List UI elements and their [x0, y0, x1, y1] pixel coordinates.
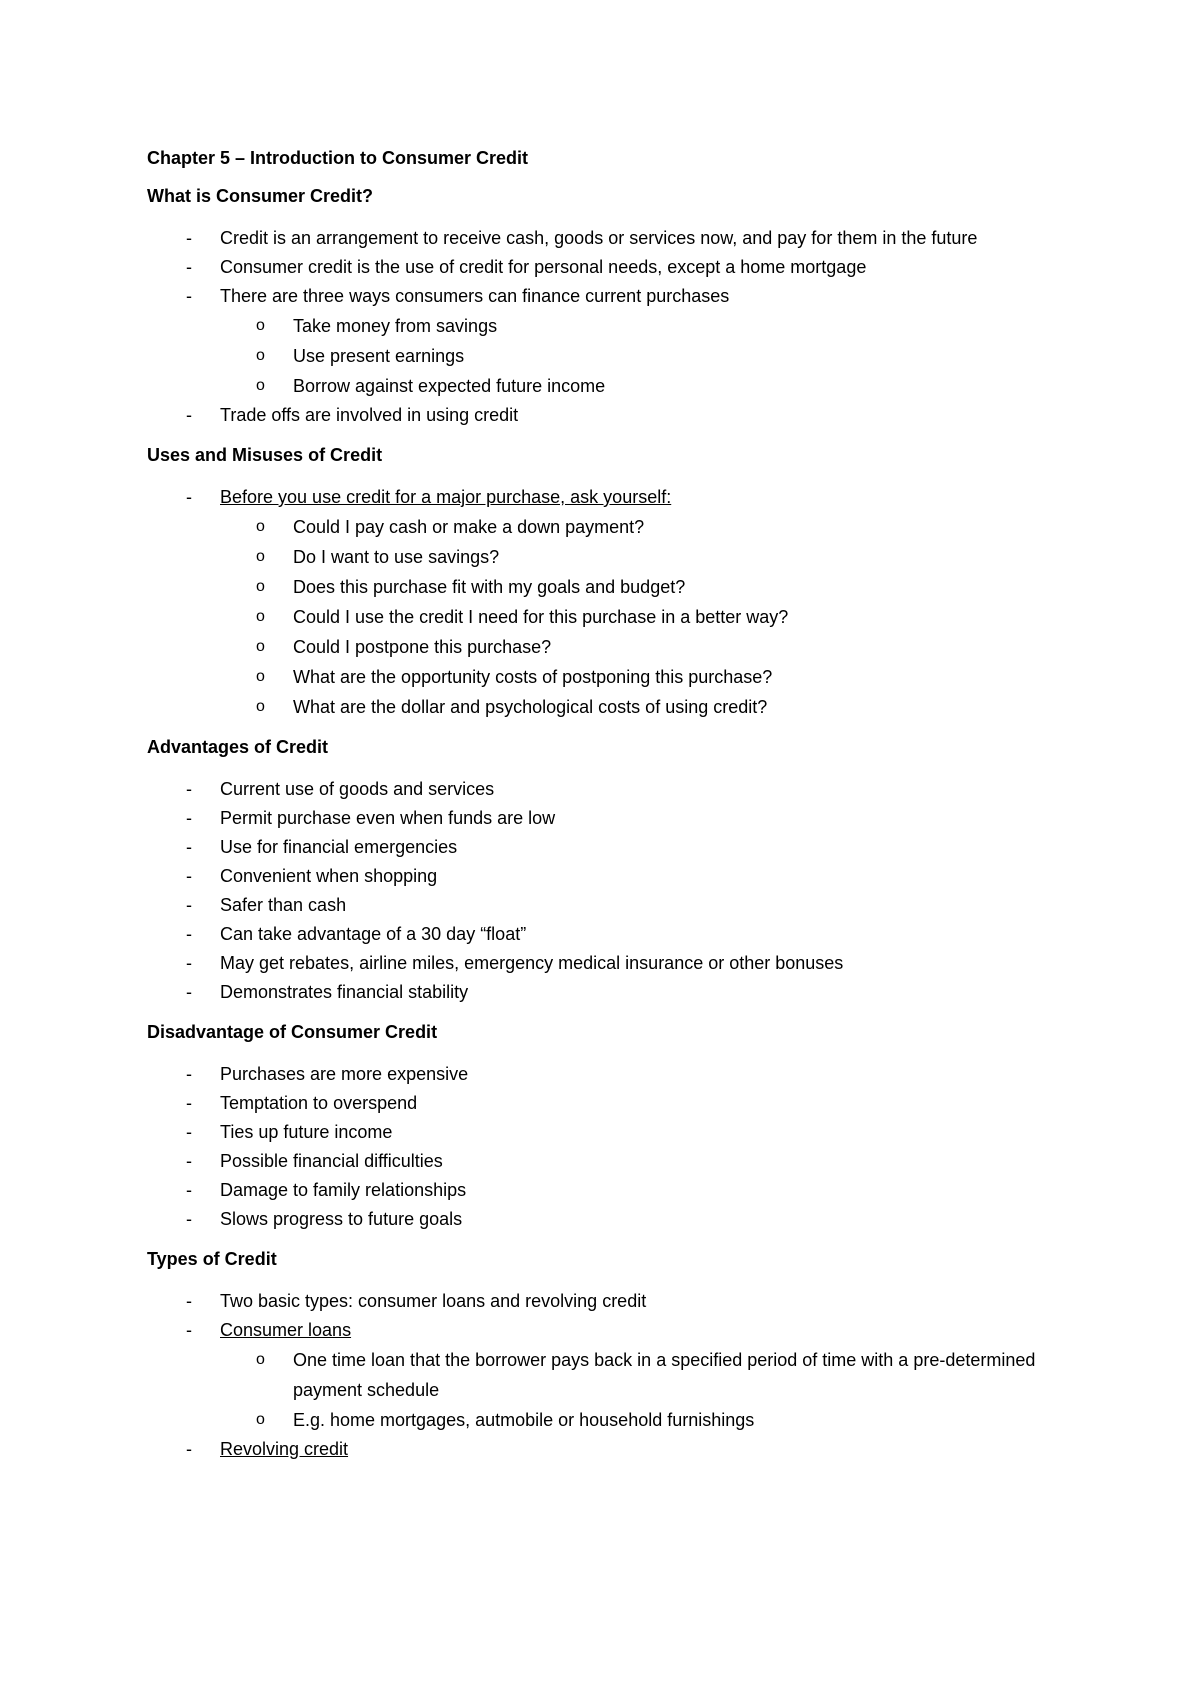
dash-bullet: -: [186, 982, 192, 1002]
dash-bullet: -: [186, 1291, 192, 1311]
circle-bullet: o: [256, 1351, 265, 1368]
dash-bullet: -: [186, 286, 192, 306]
list-item: - Permit purchase even when funds are low: [147, 804, 1067, 833]
list-item: - Safer than cash: [147, 891, 1067, 920]
heading-types-of-credit: Types of Credit: [147, 1249, 277, 1269]
dash-bullet: -: [186, 866, 192, 886]
heading-disadvantages: Disadvantage of Consumer Credit: [147, 1022, 438, 1042]
circle-bullet: o: [256, 608, 265, 625]
sub-list-item: o Use present earnings: [220, 341, 1067, 371]
circle-bullet: o: [256, 1411, 265, 1428]
list-uses-and-misuses: [147, 483, 1067, 722]
circle-bullet: o: [256, 668, 265, 685]
sub-list-item: o Could I pay cash or make a down payment?: [220, 512, 1067, 542]
dash-bullet: -: [186, 1064, 192, 1084]
document-page: [147, 146, 1067, 1464]
circle-bullet: o: [256, 518, 265, 535]
underlined-revolving-credit: Revolving credit: [220, 1439, 349, 1459]
dash-bullet: -: [186, 1122, 192, 1142]
list-item: - Purchases are more expensive: [147, 1060, 1067, 1089]
dash-bullet: -: [186, 405, 192, 425]
circle-bullet: o: [256, 578, 265, 595]
list-item: - Use for financial emergencies: [147, 833, 1067, 862]
list-item: - Consumer credit is the use of credit for personal needs, except a home mortgage: [147, 253, 1067, 282]
list-item: - Convenient when shopping: [147, 862, 1067, 891]
list-disadvantages: [147, 1060, 1067, 1234]
list-types-of-credit: [147, 1287, 1067, 1464]
circle-bullet: o: [256, 698, 265, 715]
heading-what-is-consumer-credit: What is Consumer Credit?: [147, 186, 374, 206]
dash-bullet: -: [186, 953, 192, 973]
dash-bullet: -: [186, 1209, 192, 1229]
list-item: - Credit is an arrangement to receive cash, goods or services now, and pay for them in the future: [147, 224, 1067, 253]
list-item: - Ties up future income: [147, 1118, 1067, 1147]
dash-bullet: -: [186, 1320, 192, 1340]
list-item: [147, 483, 1067, 722]
sublist-questions: [220, 512, 1067, 722]
sublist-consumer-loans: [220, 1345, 1067, 1435]
sub-list-item: o Does this purchase fit with my goals and budget?: [220, 572, 1067, 602]
sub-list-item: o Could I use the credit I need for this purchase in a better way?: [220, 602, 1067, 632]
list-item: - Possible financial difficulties: [147, 1147, 1067, 1176]
dash-bullet: -: [186, 1180, 192, 1200]
dash-bullet: -: [186, 924, 192, 944]
heading-uses-and-misuses: Uses and Misuses of Credit: [147, 445, 383, 465]
dash-bullet: -: [186, 257, 192, 277]
circle-bullet: o: [256, 548, 265, 565]
dash-bullet: -: [186, 487, 192, 507]
sub-list-item: o What are the opportunity costs of postponing this purchase?: [220, 662, 1067, 692]
list-item: - Trade offs are involved in using credit: [147, 401, 1067, 430]
sub-list-item: o Borrow against expected future income: [220, 371, 1067, 401]
dash-bullet: -: [186, 779, 192, 799]
list-item: [147, 1316, 1067, 1435]
dash-bullet: -: [186, 895, 192, 915]
dash-bullet: -: [186, 1093, 192, 1113]
dash-bullet: -: [186, 1151, 192, 1171]
dash-bullet: -: [186, 1439, 192, 1459]
list-item: - Temptation to overspend: [147, 1089, 1067, 1118]
sub-list-item: o Do I want to use savings?: [220, 542, 1067, 572]
sub-list-item: o Take money from savings: [220, 311, 1067, 341]
sub-list-item: o What are the dollar and psychological costs of using credit?: [220, 692, 1067, 722]
sub-list-item: o E.g. home mortgages, autmobile or household furnishings: [220, 1405, 1067, 1435]
underlined-consumer-loans: Consumer loans: [220, 1320, 352, 1340]
list-what-is-consumer-credit: [147, 224, 1067, 430]
list-item: [147, 1435, 1067, 1464]
heading-advantages: Advantages of Credit: [147, 737, 329, 757]
dash-bullet: -: [186, 228, 192, 248]
circle-bullet: o: [256, 347, 265, 364]
list-item: - Can take advantage of a 30 day “float”: [147, 920, 1067, 949]
circle-bullet: o: [256, 317, 265, 334]
list-item: - Demonstrates financial stability: [147, 978, 1067, 1007]
circle-bullet: o: [256, 638, 265, 655]
sub-list-item: o Could I postpone this purchase?: [220, 632, 1067, 662]
list-item: - Two basic types: consumer loans and revolving credit: [147, 1287, 1067, 1316]
circle-bullet: o: [256, 377, 265, 394]
underlined-intro: Before you use credit for a major purchase, ask yourself:: [220, 487, 672, 507]
list-item: - May get rebates, airline miles, emergency medical insurance or other bonuses: [147, 949, 1067, 978]
list-item: - There are three ways consumers can finance current purchases o Take money from savings o Use present earnings o Borrow against expected future income: [147, 282, 1067, 401]
list-item: - Damage to family relationships: [147, 1176, 1067, 1205]
list-advantages: [147, 775, 1067, 1007]
dash-bullet: -: [186, 808, 192, 828]
sublist-finance-ways: [220, 311, 1067, 401]
list-item: - Current use of goods and services: [147, 775, 1067, 804]
sub-list-item: o One time loan that the borrower pays back in a specified period of time with a pre-determined payment schedule: [220, 1345, 1067, 1405]
document-title: Chapter 5 – Introduction to Consumer Credit: [147, 148, 529, 168]
dash-bullet: -: [186, 837, 192, 857]
list-item: - Slows progress to future goals: [147, 1205, 1067, 1234]
